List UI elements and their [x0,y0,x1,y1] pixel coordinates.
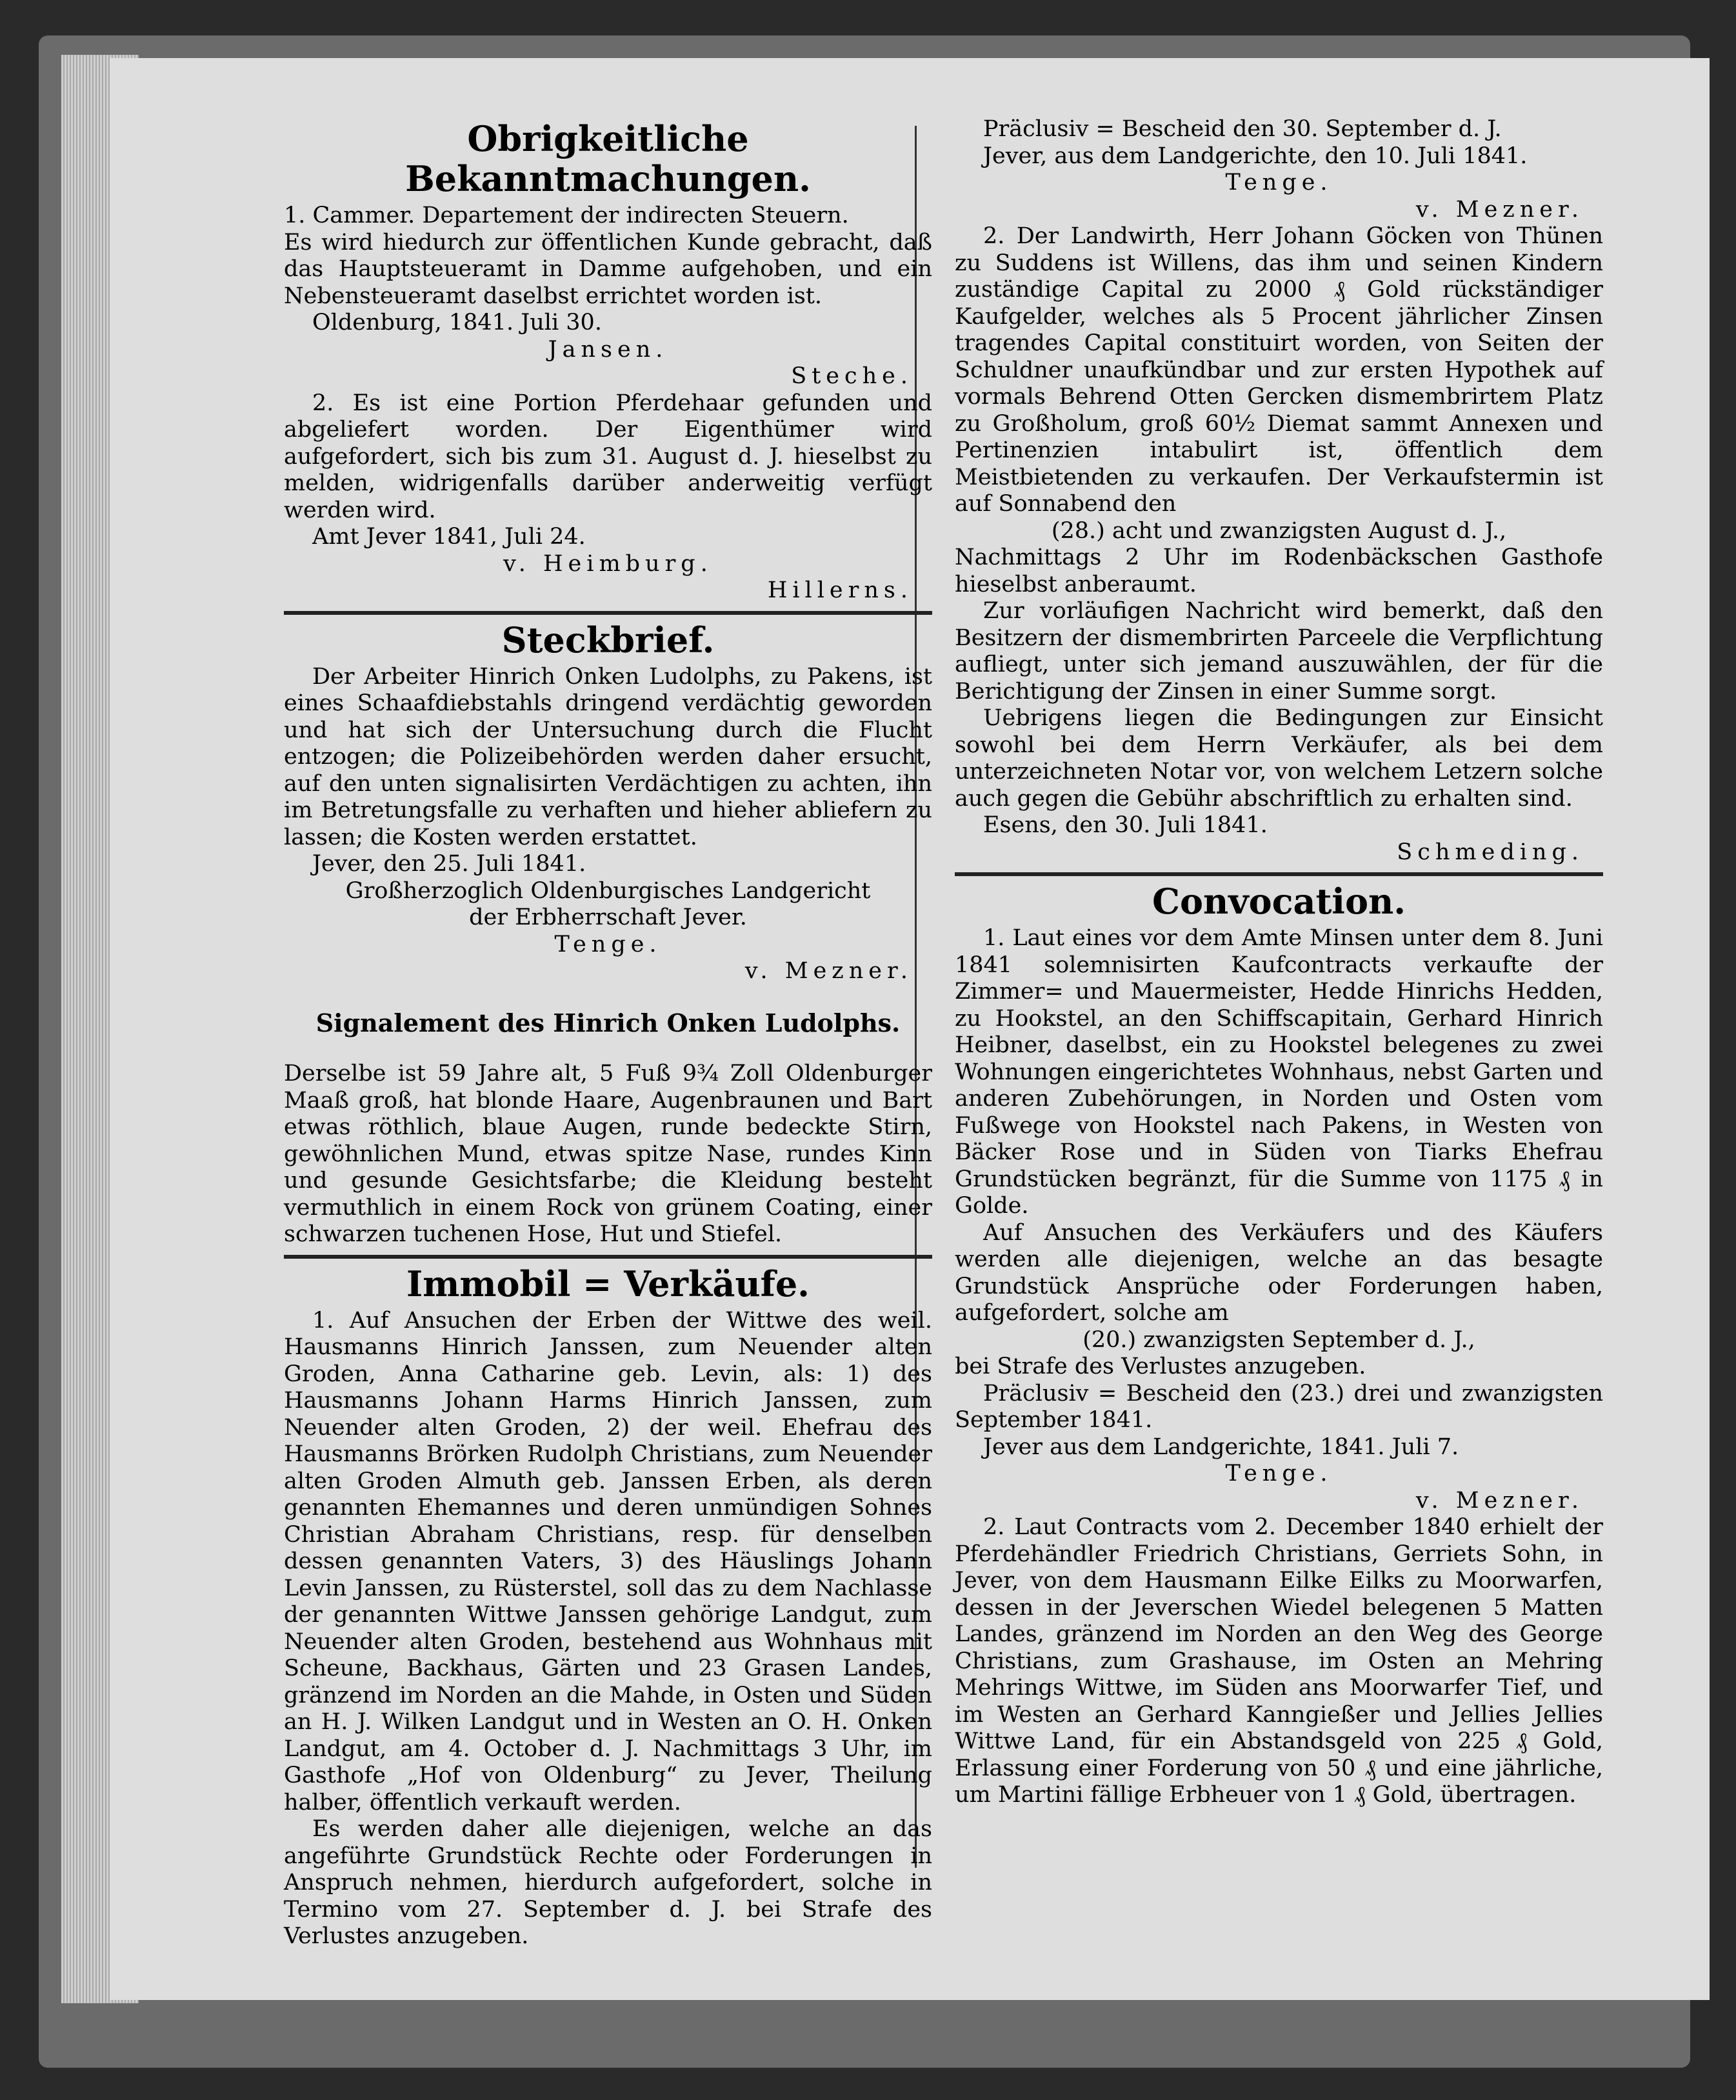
convocation1-signature-1: Tenge. [1225,1461,1333,1486]
preclusion-place-date: Jever, aus dem Landgerichte, den 10. Juli 1841. [983,143,1528,169]
convocation1-date: (20.) zwanzigsten September d. J., [1083,1326,1475,1353]
description-body: Derselbe ist 59 Jahre alt, 5 Fuß 9¾ Zoll Oldenburger Maaß groß, hat blonde Haare, Augenbraunen und Bart etwas röthlich, blaue Augen, runde bedeckte Stirn, gewöhnlichen Mund, etwas spitze Nase, rundes Kinn und gesunde Gesichtsfarbe; die Kleidung besteht vermuthlich in einem Rock von grünem Coating, einer schwarzen tuchenen Hose, Hut und Stiefel. [284,1061,932,1247]
section-divider [284,611,932,615]
capital-sale-date: (28.) acht und zwanzigsten August d. J., [1051,517,1507,544]
description-heading: Signalement des Hinrich Onken Ludolphs. [315,1008,901,1037]
capital-sale-note: Zur vorläufigen Nachricht wird bemerkt, daß den Besitzern der dismembrirten Parceele die Verpflichtung aufliegt, unter sich jemand auszuwählen, der für die Berichtigung der Zinsen in einer Summe sorgt. [955,598,1603,705]
notice1-signature-1: Jansen. [548,336,668,363]
wanted-body: Der Arbeiter Hinrich Onken Ludolphs, zu Pakens, ist eines Schaafdiebstahls dringend verdächtig geworden und hat sich der Untersuchung durch die Flucht entzogen; die Polizeibehörden werden daher ersucht, auf den unten signalisirten Verdächtigen zu achten, ihn im Betretungsfalle zu verhaften und hieher abliefern zu lassen; die Kosten werden erstattet. [284,663,932,850]
convocation2-body: 2. Laut Contracts vom 2. December 1840 erhielt der Pferdehändler Friedrich Christians, Gerriets Sohn, in Jever, von dem Hausmann Eilke Eilks zu Moorwarfen, dessen in der Jeverschen Wiedel belegenen 5 Matten Landes, gränzend im Norden an den Weg des George Christians, zum Grashause, im Osten an Mehring Mehrings Wittwe, im Süden ans Moorwarfer Tief, und im Westen an Gerhard Kanngießer und Jellies Jellies Wittwe Land, für ein Abstandsgeld von 225 ₰ Gold, Erlassung einer Forderung von 50 ₰ und eine jährliche, um Martini fällige Erbheuer von 1 ₰ Gold, übertragen. [955,1514,1603,1808]
notice1-heading: 1. Cammer. Departement der indirecten Steuern. [284,203,849,228]
notice1-body: Es wird hiedurch zur öffentlichen Kunde gebracht, daß das Hauptsteueramt in Damme aufgehoben, und ein Nebensteueramt daselbst errichtet worden ist. [284,229,932,309]
capital-sale-conditions: Uebrigens liegen die Bedingungen zur Einsicht sowohl bei dem Herrn Verkäufer, als bei dem unterzeichneten Notar vor, von welchem Letzern solche auch gegen die Gebühr abschriftlich zu erhalten sind. [955,705,1603,812]
notice1-place-date: Oldenburg, 1841. Juli 30. [312,310,602,335]
heading-wanted-notice: Steckbrief. [501,619,715,661]
convocation1-penalty: bei Strafe des Verlustes anzugeben. [955,1354,1366,1379]
notice2-signature-2: Hillerns. [767,577,913,603]
capital-sale-signature: Schmeding. [1397,839,1584,865]
heading-property-sales: Immobil = Verkäufe. [406,1263,810,1305]
notice2-place-date: Amt Jever 1841, Juli 24. [312,524,586,550]
convocation1-place-date: Jever aus dem Landgerichte, 1841. Juli 7. [983,1434,1459,1460]
notice2-body: 2. Es ist eine Portion Pferdehaar gefunden und abgeliefert worden. Der Eigenthümer wird aufgefordert, sich bis zum 31. August d. J. hieselbst zu melden, widrigenfalls darüber anderweitig verfügt werden wird. [284,390,932,523]
heading-official-notices: Obrigkeitliche Bekanntmachungen. [405,118,811,199]
convocation1-preclusion: Präclusiv = Bescheid den (23.) drei und zwanzigsten September 1841. [955,1380,1603,1433]
left-column [284,116,932,1950]
notice1-signature-2: Steche. [791,363,913,389]
wanted-place-date: Jever, den 25. Juli 1841. [312,851,586,877]
wanted-signature-2: v. Mezner. [744,958,913,984]
convocation1-body: 1. Laut eines vor dem Amte Minsen unter dem 8. Juni 1841 solemnisirten Kaufcontracts verkaufte der Zimmer= und Mauermeister, Hedde Hinrichs Hedden, zu Hookstel, an den Schiffscapitain, Gerhard Hinrich Heibner, daselbst, ein zu Hookstel belegenes zu zwei Wohnungen eingerichtetes Wohnhaus, nebst Garten und anderen Zubehörungen, in Norden und Osten vom Fußwege von Hookstel nach Pakens, in Westen von Bäcker Rose und in Süden von Tiarks Ehefrau Grundstücken begränzt, für die Summe von 1175 ₰ in Golde. [955,925,1603,1219]
section-divider [284,1255,932,1259]
wanted-signature-1: Tenge. [554,931,662,957]
capital-sale-time: Nachmittags 2 Uhr im Rodenbäckschen Gasthofe hieselbst anberaumt. [955,545,1603,597]
notice2-signature-1: v. Heimburg. [503,550,713,577]
preclusion-signature-2: v. Mezner. [1415,196,1584,223]
heading-convocation: Convocation. [1152,881,1406,922]
convocation1-request: Auf Ansuchen des Verkäufers und des Käufers werden alle diejenigen, welche an das besagte Grundstück Ansprüche oder Forderungen haben, aufgefordert, solche am [955,1219,1603,1326]
preclusion-signature-1: Tenge. [1225,170,1333,195]
property-sale-claims: Es werden daher alle diejenigen, welche an das angeführte Grundstück Rechte oder Forderungen in Anspruch nehmen, hierdurch aufgefordert, solche in Termino vom 27. September d. J. bei Strafe des Verlustes anzugeben. [284,1816,932,1949]
capital-sale-body: 2. Der Landwirth, Herr Johann Göcken von Thünen zu Suddens ist Willens, das ihm und seinen Kindern zuständige Capital zu 2000 ₰ Gold rückständiger Kaufgelder, welches als 5 Procent jährlicher Zinsen tragendes Capital constituirt worden, von Seiten der Schuldner unaufkündbar und zur ersten Hypothek auf vormals Behrend Otten Gercken dismembrirtem Platz zu Großholum, groß 60½ Diemat sammt Annexen und Pertinenzien intabulirt ist, öffentlich dem Meistbietenden zu verkaufen. Der Verkaufstermin ist auf Sonnabend den [955,223,1603,517]
capital-sale-place-date: Esens, den 30. Juli 1841. [983,812,1268,838]
property-sale-body: 1. Auf Ansuchen der Erben der Wittwe des weil. Hausmanns Hinrich Janssen, zum Neuender alten Groden, Anna Catharine geb. Levin, als: 1) des Hausmanns Johann Harms Hinrich Janssen, zum Neuender alten Groden, 2) der weil. Ehefrau des Hausmanns Brörken Rudolph Christians, zum Neuender alten Groden Almuth geb. Janssen Erben, als deren genannten Ehemannes und deren unmündigen Sohnes Christian Abraham Christians, resp. für denselben dessen genannten Vaters, 3) des Häuslings Johann Levin Janssen, zu Rüsterstel, soll das zu dem Nachlasse der genannten Wittwe Janssen gehörige Landgut, zum Neuender alten Groden, bestehend aus Wohnhaus mit Scheune, Backhaus, Gärten und 23 Grasen Landes, gränzend im Norden an die Mahde, in Osten und Süden an H. J. Wilken Landgut und in Westen an O. H. Onken Landgut, am 4. October d. J. Nachmittags 3 Uhr, im Gasthofe „Hof von Oldenburg“ zu Jever, Theilung halber, öffentlich verkauft werden. [284,1307,932,1815]
section-divider [955,872,1603,876]
right-column [955,116,1603,1809]
convocation1-signature-2: v. Mezner. [1415,1487,1584,1514]
wanted-court-line-2: der Erbherrschaft Jever. [469,905,747,930]
wanted-court-line-1: Großherzoglich Oldenburgisches Landgericht [345,877,871,904]
preclusion-notice: Präclusiv = Bescheid den 30. September d. J. [983,116,1502,142]
